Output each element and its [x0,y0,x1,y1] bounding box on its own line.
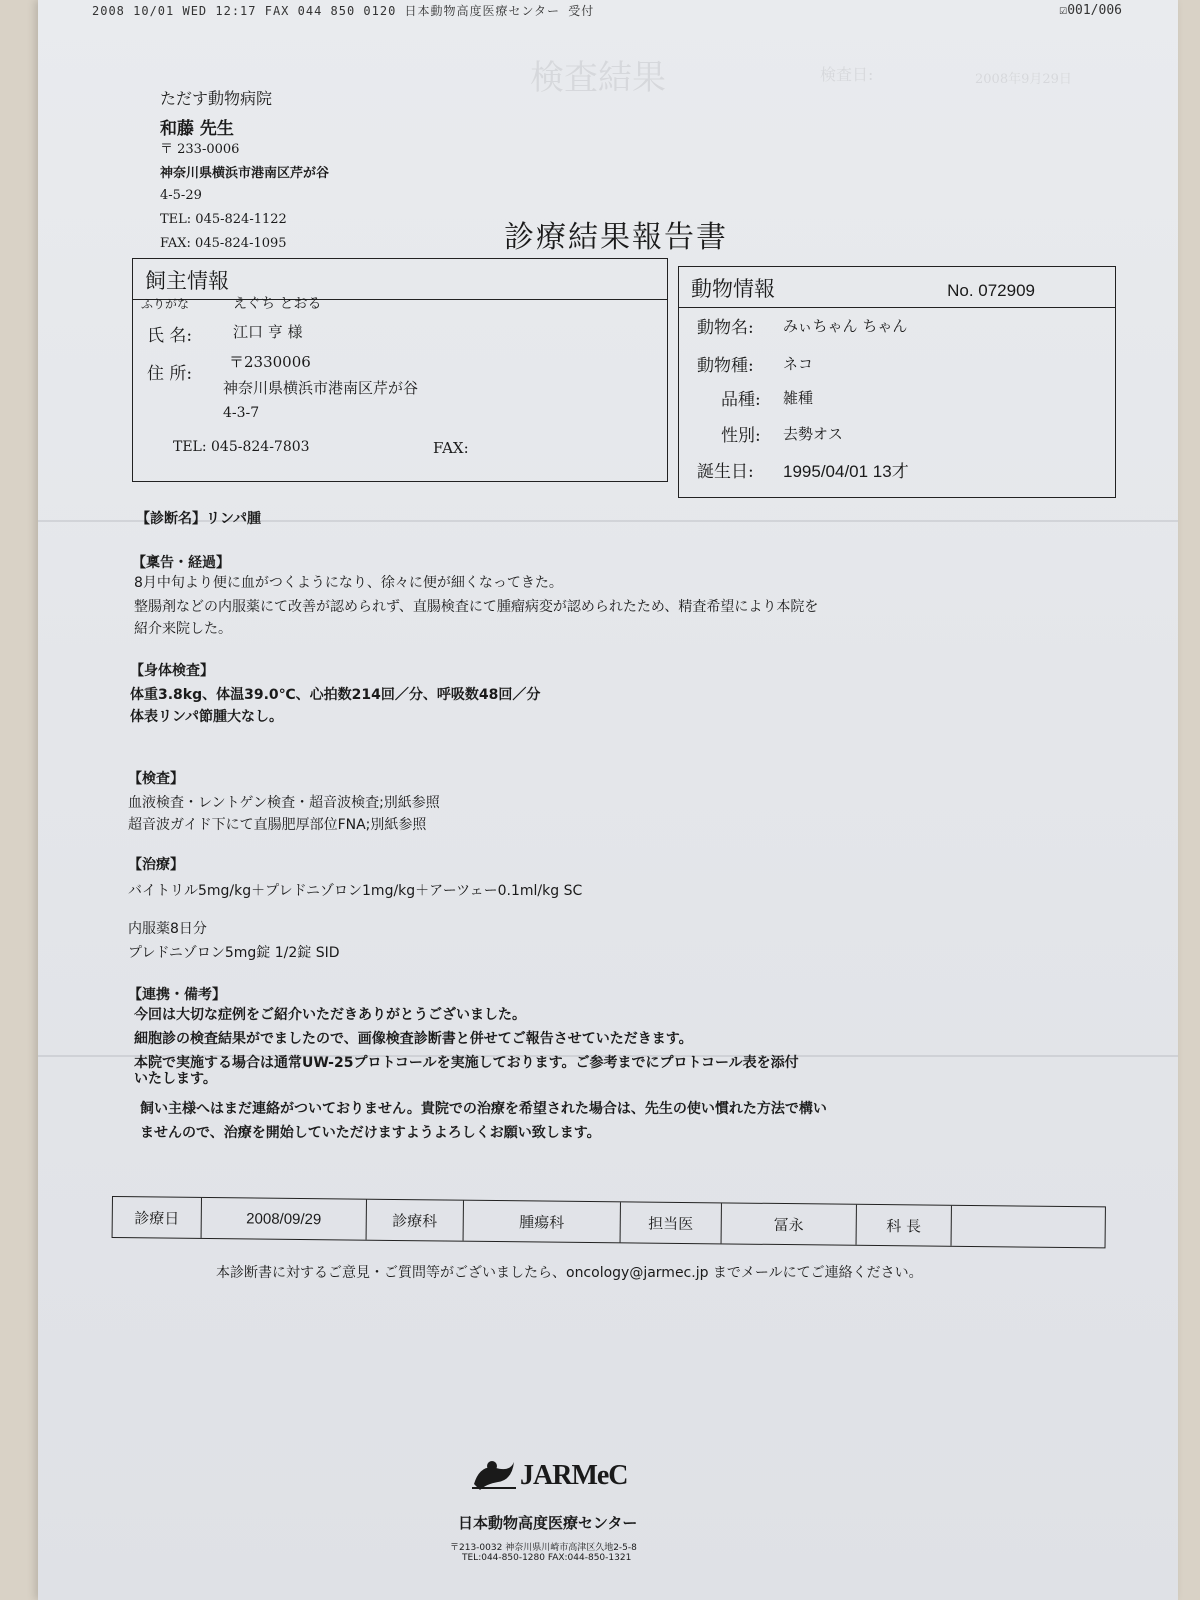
doctor-value-cell: 冨永 [722,1203,857,1244]
treatment-heading: 【治療】 [128,857,184,873]
species-value: ネコ [783,355,814,373]
case-number: No. 072909 [947,281,1035,300]
owner-info-box [132,258,668,482]
owner-name-value: 江口 亨 様 [233,323,303,341]
animal-name-label: 動物名: [697,318,754,338]
notes-line: ませんので、治療を開始していただけますようよろしくお願い致します。 [140,1125,601,1141]
jarmec-logo-icon [470,1458,518,1492]
furigana-value: えぐち とおる [233,296,322,312]
animal-info-title: 動物情報 [691,277,775,301]
dept-label-cell: 診療科 [367,1200,464,1241]
physical-line: 体表リンパ節腫大なし。 [130,709,284,725]
treatment-line: 内服薬8日分 [128,921,207,937]
show-through-date-value: 2008年9月29日 [975,72,1072,87]
recipient-fax: FAX: 045-824-1095 [160,236,287,251]
treatment-line: プレドニゾロン5mg錠 1/2錠 SID [128,945,340,961]
exam-line: 血液検査・レントゲン検査・超音波検査;別紙参照 [128,795,440,811]
animal-info-box [678,266,1116,498]
center-tel-fax: TEL:044-850-1280 FAX:044-850-1321 [462,1553,632,1563]
position-cell: 科 長 [857,1205,952,1246]
exam-line: 超音波ガイド下にて直腸肥厚部位FNA;別紙参照 [128,817,427,833]
breed-value: 雑種 [783,389,814,407]
physical-heading: 【身体検査】 [130,663,214,679]
fax-header-line: 2008 10/01 WED 12:17 FAX 044 850 0120 日本動物高度医療センター 受付 [92,4,595,18]
breed-label: 品種: [721,390,761,410]
history-line: 8月中旬より便に血がつくようになり、徐々に便が細くなってきた。 [134,575,563,591]
checkbox-icon: ☑ [1059,3,1068,18]
history-line: 紹介来院した。 [134,621,232,637]
fax-page-number: 001/006 [1067,3,1122,18]
owner-info-title: 飼主情報 [145,269,229,293]
blank-cell [952,1206,1105,1248]
recipient-clinic: ただす動物病院 [160,89,273,108]
owner-address-number: 4-3-7 [223,405,260,421]
recipient-tel: TEL: 045-824-1122 [160,212,287,227]
contact-note: 本診断書に対するご意見・ご質問等がございましたら、oncology@jarmec.jp までメールにてご連絡ください。 [216,1265,923,1281]
notes-line: 今回は大切な症例をご紹介いただきありがとうございました。 [134,1007,526,1023]
species-label: 動物種: [697,356,754,376]
owner-address: 神奈川県横浜市港南区芹が谷 [223,379,419,397]
date-label-cell: 診療日 [113,1197,202,1238]
animal-name-value: みぃちゃん ちゃん [783,317,908,335]
recipient-postal: 〒 233-0006 [160,142,240,157]
notes-line: 細胞診の検査結果がでましたので、画像検査診断書と併せてご報告させていただきます。 [134,1031,693,1047]
owner-info-header [133,259,667,300]
owner-tel: TEL: 045-824-7803 [173,439,310,455]
center-name: 日本動物高度医療センター [458,1514,638,1532]
fax-page-count [1059,3,1122,18]
owner-postal: 〒2330006 [229,353,311,371]
furigana-label: ふりがな [141,297,190,311]
notes-line: 本院で実施する場合は通常UW-25プロトコールを実施しております。ご参考までにプロトコール表を添付 [134,1055,799,1071]
owner-name-label: 氏 名: [147,326,193,346]
show-through-date-label: 検査日: [820,65,874,84]
treatment-line: バイトリル5mg/kg＋プレドニゾロン1mg/kg＋アーツェー0.1ml/kg SC [128,883,583,899]
recipient-doctor: 和藤 先生 [160,119,234,139]
history-heading: 【稟告・経過】 [132,555,230,571]
owner-fax: FAX: [433,439,469,457]
animal-info-header [679,267,1115,308]
recipient-address-number: 4-5-29 [160,188,202,203]
owner-address-label: 住 所: [147,364,193,384]
recipient-address: 神奈川県横浜市港南区芹が谷 [160,166,330,181]
show-through-title: 検査結果 [530,58,666,98]
physical-line: 体重3.8kg、体温39.0℃、心拍数214回／分、呼吸数48回／分 [130,687,541,703]
notes-line: いたします。 [134,1071,217,1087]
date-value-cell: 2008/09/29 [202,1198,367,1240]
dept-value-cell: 腫瘍科 [464,1201,621,1243]
jarmec-logo [470,1458,628,1496]
logo-text: JARMeC [520,1460,628,1491]
notes-line: 飼い主様へはまだ連絡がついておりません。貴院での治療を希望された場合は、先生の使い慣れた方法で構い [140,1101,827,1117]
sex-value: 去勢オス [783,425,843,443]
birth-value: 1995/04/01 13才 [783,462,909,481]
exam-heading: 【検査】 [128,771,184,787]
document-title: 診療結果報告書 [504,220,728,255]
center-address: 〒213-0032 神奈川県川崎市高津区久地2-5-8 [450,1543,637,1553]
birth-label: 誕生日: [697,462,754,482]
sex-label: 性別: [721,426,761,446]
history-line: 整腸剤などの内服薬にて改善が認められず、直腸検査にて腫瘤病変が認められたため、精査希望により本院を [134,599,819,615]
doctor-label-cell: 担当医 [621,1202,722,1243]
notes-heading: 【連携・備考】 [128,987,226,1003]
diagnosis: 【診断名】リンパ腫 [136,511,262,527]
